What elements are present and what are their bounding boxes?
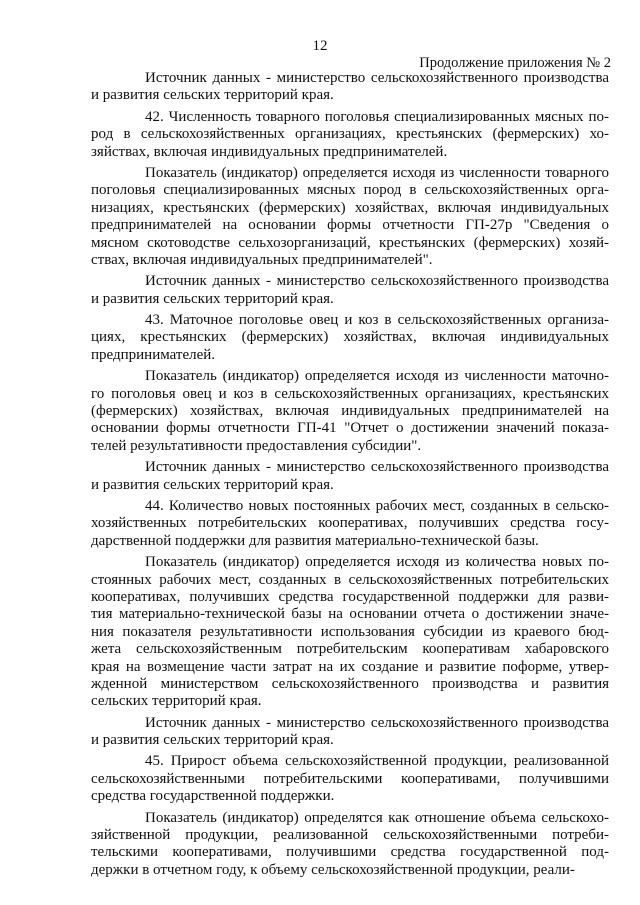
text-line: род в сельскохозяйственных организациях, крестьянских (фермерских) хо- bbox=[91, 126, 609, 143]
paragraph bbox=[91, 368, 609, 455]
paragraph bbox=[91, 554, 609, 711]
text-line: (фермерских) хозяйствах, включая индивидуальных предпринимателей на bbox=[91, 403, 609, 420]
text-line: Источник данных - министерство сельскохозяйственного производства bbox=[145, 273, 609, 290]
text-line: зяйственной продукции, реализованной сельскохозяйственными потреби- bbox=[91, 827, 609, 844]
text-line: 42. Численность товарного поголовья специализированных мясных по- bbox=[145, 108, 609, 125]
text-line: стоянных рабочих мест, созданных в сельскохозяйственных потребительских bbox=[91, 571, 609, 588]
text-line: предпринимателей. bbox=[91, 346, 216, 363]
paragraph bbox=[91, 273, 609, 308]
text-line: и развития сельских территорий края. bbox=[91, 732, 334, 749]
text-line: низациях, крестьянских (фермерских) хозяйствах, включая индивидуальных bbox=[91, 199, 609, 216]
paragraph bbox=[91, 810, 609, 880]
paragraph bbox=[91, 459, 609, 494]
text-line: Показатель (индикатор) определяется исходя из количества новых по- bbox=[145, 554, 609, 571]
text-line: и развития сельских территорий края. bbox=[91, 87, 334, 104]
text-line: ствах, включая индивидуальных предпринимателей". bbox=[91, 251, 433, 268]
paragraph bbox=[91, 312, 609, 364]
text-line: и развития сельских территорий края. bbox=[91, 476, 334, 493]
text-line: жденной министерством сельскохозяйственного производства и развития bbox=[91, 675, 609, 692]
text-line: сельскохозяйственными потребительскими кооперативами, получившими bbox=[91, 770, 609, 787]
paragraph bbox=[91, 70, 609, 105]
text-line: предпринимателей на основании формы отчетности ГП-27р "Сведения о bbox=[91, 217, 609, 234]
text-line: ния показателя результативности использования субсидии из краевого бюд- bbox=[91, 623, 609, 640]
text-line: мясном скотоводстве сельхозорганизаций, крестьянских (фермерских) хозяй- bbox=[91, 234, 609, 251]
text-line: основании формы отчетности ГП-41 "Отчет о достижении значений показа- bbox=[91, 420, 609, 437]
text-line: Источник данных - министерство сельскохозяйственного производства bbox=[145, 459, 609, 476]
text-line: циях, крестьянских (фермерских) хозяйствах, включая индивидуальных bbox=[91, 329, 609, 346]
text-line: тельскими кооперативами, получившими средства государственной под- bbox=[91, 844, 609, 861]
text-line: 44. Количество новых постоянных рабочих мест, созданных в сельско- bbox=[145, 497, 609, 514]
text-line: дарственной поддержки для развития материально-технической базы. bbox=[91, 532, 539, 549]
text-line: держки в отчетном году, к объему сельскохозяйственной продукции, реали- bbox=[91, 861, 575, 878]
text-line: го поголовья овец и коз в сельскохозяйственных организациях, крестьянских bbox=[91, 385, 609, 402]
paragraph bbox=[91, 109, 609, 161]
text-line: жета сельскохозяйственным потребительским кооперативам хабаровского bbox=[91, 641, 609, 658]
text-line: поголовья специализированных мясных пород в сельскохозяйственных орга- bbox=[91, 182, 609, 199]
text-line: Показатель (индикатор) определятся как отношение объема сельскохо- bbox=[145, 809, 609, 826]
paragraph bbox=[91, 715, 609, 750]
paragraph bbox=[91, 498, 609, 550]
text-line: Показатель (индикатор) определяется исходя из численности товарного bbox=[145, 164, 609, 181]
text-line: края на возмещение части затрат на их создание и развитие поформе, утвер- bbox=[91, 658, 609, 675]
text-line: Источник данных - министерство сельскохозяйственного производства bbox=[145, 70, 609, 86]
text-line: кооперативах, получивших средства государственной поддержки для разви- bbox=[91, 588, 609, 605]
text-line: и развития сельских территорий края. bbox=[91, 290, 334, 307]
text-line: сельских территорий края. bbox=[91, 693, 262, 710]
text-line: Источник данных - министерство сельскохозяйственного производства bbox=[145, 714, 609, 731]
text-line: 45. Прирост объема сельскохозяйственной продукции, реализованной bbox=[145, 753, 609, 770]
body-text bbox=[91, 70, 609, 883]
text-line: зяйствах, включая индивидуальных предпринимателей. bbox=[91, 143, 448, 160]
text-line: телей результативности предоставления субсидии". bbox=[91, 437, 422, 454]
text-line: хозяйственных потребительских кооперативах, получивших средства госу- bbox=[91, 515, 609, 532]
page-number: 12 bbox=[312, 38, 328, 54]
text-line: тия материально-технической базы на основании отчета о достижении значе- bbox=[91, 606, 609, 623]
paragraph bbox=[91, 753, 609, 805]
text-line: Показатель (индикатор) определяется исходя из численности маточно- bbox=[145, 368, 609, 385]
appendix-continuation-label: Продолжение приложения № 2 bbox=[419, 55, 611, 71]
text-line: 43. Маточное поголовье овец и коз в сельскохозяйственных организа- bbox=[145, 312, 609, 329]
paragraph bbox=[91, 165, 609, 269]
text-line: средства государственной поддержки. bbox=[91, 788, 335, 805]
